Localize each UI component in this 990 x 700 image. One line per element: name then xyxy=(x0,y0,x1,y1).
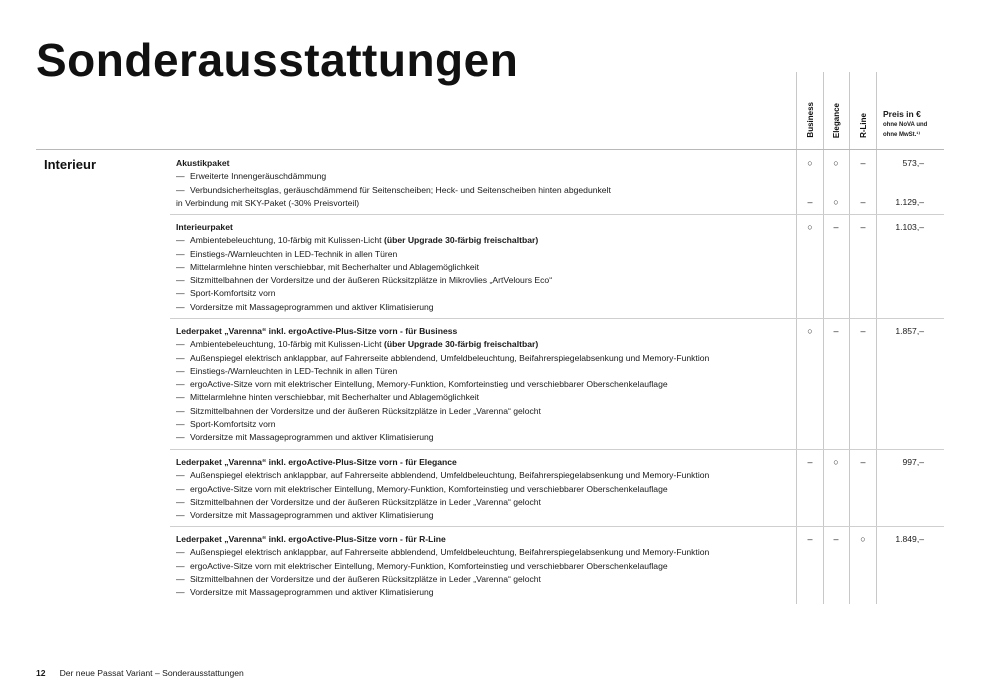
availability-rline: – xyxy=(860,197,866,207)
feature-line xyxy=(176,274,796,287)
price-value: 1.129,– xyxy=(895,197,924,207)
feature-text: Mittelarmlehne hinten verschiebbar, mit Becherhalter und Ablagemöglichkeit xyxy=(190,392,480,403)
feature-line xyxy=(176,391,796,404)
feature-line xyxy=(176,378,796,391)
feature-text: Einstiegs-/Warnleuchten in LED-Technik in allen Türen xyxy=(190,248,398,259)
feature-text: ergoActive-Sitze vorn mit elektrischer Eintellung, Memory-Funktion, Komforteinstieg und verschiebbarer Oberschenkelauflage xyxy=(190,483,668,494)
dash-bullet: — xyxy=(176,184,185,195)
dash-bullet: — xyxy=(176,171,185,182)
feature-text: Ambientebeleuchtung, 10-färbig mit Kulissen-Licht xyxy=(190,339,384,350)
feature-line xyxy=(176,248,796,261)
feature-text: Mittelarmlehne hinten verschiebbar, mit Becherhalter und Ablagemöglichkeit xyxy=(190,261,480,272)
feature-line xyxy=(176,234,796,247)
availability-elegance: ○ xyxy=(833,457,839,467)
dash-bullet: — xyxy=(176,379,185,390)
feature-line xyxy=(176,170,796,183)
row-divider xyxy=(170,318,944,319)
dash-bullet: — xyxy=(176,496,185,507)
column-divider xyxy=(796,72,797,604)
package-title: Interieurpaket xyxy=(176,222,233,232)
price-value: 1.103,– xyxy=(895,222,924,232)
feature-line xyxy=(176,287,796,300)
availability-elegance: ○ xyxy=(833,197,839,207)
price-value: 1.849,– xyxy=(895,534,924,544)
feature-text: Ambientebeleuchtung, 10-färbig mit Kulissen-Licht xyxy=(190,235,384,246)
package-block xyxy=(176,456,796,522)
feature-text: Vordersitze mit Massageprogrammen und aktiver Klimatisierung xyxy=(190,587,434,598)
footer-text: Der neue Passat Variant – Sonderausstattungen xyxy=(59,668,244,678)
column-header-business: Business xyxy=(805,102,815,138)
dash-bullet: — xyxy=(176,432,185,443)
feature-line xyxy=(176,197,796,210)
feature-line xyxy=(176,469,796,482)
availability-business: – xyxy=(807,534,813,544)
feature-line xyxy=(176,405,796,418)
package-title: Akustikpaket xyxy=(176,158,230,168)
availability-business: – xyxy=(807,457,813,467)
availability-business: ○ xyxy=(807,326,813,336)
dash-bullet: — xyxy=(176,301,185,312)
feature-line xyxy=(176,573,796,586)
feature-text: Sport-Komfortsitz vorn xyxy=(190,419,276,430)
dash-bullet: — xyxy=(176,470,185,481)
feature-text: Außenspiegel elektrisch anklappbar, auf Fahrerseite abblendend, Umfeldbeleuchtung, Beifahrerspiegelabsenkung und Memory-Funktion xyxy=(190,352,710,363)
price-value: 573,– xyxy=(902,158,924,168)
feature-text: Außenspiegel elektrisch anklappbar, auf Fahrerseite abblendend, Umfeldbeleuchtung, Beifahrerspiegelabsenkung und Memory-Funktion xyxy=(190,547,710,558)
package-title: Lederpaket „Varenna“ inkl. ergoActive-Plus-Sitze vorn - für Elegance xyxy=(176,457,457,467)
feature-line xyxy=(176,560,796,573)
page-title: Sonderausstattungen xyxy=(36,34,519,86)
column-divider xyxy=(876,72,877,604)
dash-bullet: — xyxy=(176,587,185,598)
feature-text: Sitzmittelbahnen der Vordersitze und der äußeren Rücksitzplätze in Leder „Varenna“ gelocht xyxy=(190,405,541,416)
dash-bullet: — xyxy=(176,275,185,286)
price-header-note-1: ohne NoVA und xyxy=(883,122,928,128)
feature-text: ergoActive-Sitze vorn mit elektrischer Eintellung, Memory-Funktion, Komforteinstieg und verschiebbarer Oberschenkelauflage xyxy=(190,560,668,571)
feature-line xyxy=(176,365,796,378)
page-number: 12 xyxy=(36,668,46,678)
dash-bullet: — xyxy=(176,560,185,571)
feature-line xyxy=(176,184,796,197)
dash-bullet: — xyxy=(176,248,185,259)
package-block xyxy=(176,221,796,314)
dash-bullet: — xyxy=(176,483,185,494)
package-block xyxy=(176,533,796,599)
availability-elegance: – xyxy=(833,222,839,232)
availability-rline: – xyxy=(860,158,866,168)
feature-line xyxy=(176,301,796,314)
feature-text: Sitzmittelbahnen der Vordersitze und der äußeren Rücksitzplätze in Leder „Varenna“ gelocht xyxy=(190,573,541,584)
package-block xyxy=(176,325,796,445)
dash-bullet: — xyxy=(176,419,185,430)
availability-business: ○ xyxy=(807,158,813,168)
column-divider xyxy=(823,72,824,604)
feature-text: Erweiterte Innengeräuschdämmung xyxy=(190,171,327,182)
section-heading-interieur: Interieur xyxy=(44,157,97,172)
feature-line xyxy=(176,483,796,496)
dash-bullet: — xyxy=(176,261,185,272)
column-header-price xyxy=(883,109,953,140)
availability-elegance: ○ xyxy=(833,158,839,168)
feature-text: ergoActive-Sitze vorn mit elektrischer Eintellung, Memory-Funktion, Komforteinstieg und verschiebbarer Oberschenkelauflage xyxy=(190,379,668,390)
feature-text: in Verbindung mit SKY-Paket (-30% Preisvorteil) xyxy=(176,197,360,208)
dash-bullet: — xyxy=(176,352,185,363)
feature-line xyxy=(176,546,796,559)
price-header-note-2: ohne MwSt.¹⁾ xyxy=(883,132,921,138)
column-header-rline: R-Line xyxy=(858,113,868,138)
availability-rline: – xyxy=(860,326,866,336)
feature-text: Sport-Komfortsitz vorn xyxy=(190,288,276,299)
availability-elegance: – xyxy=(833,534,839,544)
package-block xyxy=(176,157,796,210)
dash-bullet: — xyxy=(176,235,185,246)
dash-bullet: — xyxy=(176,365,185,376)
row-divider xyxy=(170,526,944,527)
price-value: 1.857,– xyxy=(895,326,924,336)
feature-line xyxy=(176,418,796,431)
feature-text: Verbundsicherheitsglas, geräuschdämmend für Seitenscheiben; Heck- und Seitenscheiben hinten abgedunkelt xyxy=(190,184,611,195)
price-value: 997,– xyxy=(902,457,924,467)
dash-bullet: — xyxy=(176,339,185,350)
price-header-title: Preis in € xyxy=(883,109,921,119)
package-title: Lederpaket „Varenna“ inkl. ergoActive-Plus-Sitze vorn - für R-Line xyxy=(176,534,446,544)
row-divider xyxy=(170,214,944,215)
package-title: Lederpaket „Varenna“ inkl. ergoActive-Plus-Sitze vorn - für Business xyxy=(176,326,458,336)
feature-line xyxy=(176,586,796,599)
dash-bullet: — xyxy=(176,288,185,299)
dash-bullet: — xyxy=(176,392,185,403)
page-footer xyxy=(36,668,244,678)
dash-bullet: — xyxy=(176,405,185,416)
feature-text: Vordersitze mit Massageprogrammen und aktiver Klimatisierung xyxy=(190,301,434,312)
availability-rline: ○ xyxy=(860,534,866,544)
feature-line xyxy=(176,261,796,274)
feature-text: Vordersitze mit Massageprogrammen und aktiver Klimatisierung xyxy=(190,432,434,443)
availability-business: – xyxy=(807,197,813,207)
dash-bullet: — xyxy=(176,510,185,521)
feature-highlight: (über Upgrade 30-färbig freischaltbar) xyxy=(383,339,539,350)
row-divider xyxy=(170,449,944,450)
availability-rline: – xyxy=(860,457,866,467)
feature-text: Sitzmittelbahnen der Vordersitze und der äußeren Rücksitzplätze in Leder „Varenna“ gelocht xyxy=(190,496,541,507)
feature-line xyxy=(176,352,796,365)
feature-line xyxy=(176,496,796,509)
column-divider xyxy=(849,72,850,604)
feature-text: Einstiegs-/Warnleuchten in LED-Technik in allen Türen xyxy=(190,365,398,376)
feature-line xyxy=(176,509,796,522)
dash-bullet: — xyxy=(176,547,185,558)
feature-line xyxy=(176,338,796,351)
feature-text: Vordersitze mit Massageprogrammen und aktiver Klimatisierung xyxy=(190,510,434,521)
feature-line xyxy=(176,431,796,444)
feature-highlight: (über Upgrade 30-färbig freischaltbar) xyxy=(383,235,539,246)
dash-bullet: — xyxy=(176,573,185,584)
availability-rline: – xyxy=(860,222,866,232)
availability-business: ○ xyxy=(807,222,813,232)
feature-text: Außenspiegel elektrisch anklappbar, auf Fahrerseite abblendend, Umfeldbeleuchtung, Beifahrerspiegelabsenkung und Memory-Funktion xyxy=(190,470,710,481)
availability-elegance: – xyxy=(833,326,839,336)
header-divider xyxy=(36,149,944,150)
feature-text: Sitzmittelbahnen der Vordersitze und der äußeren Rücksitzplätze in Mikrovlies „ArtVelours Eco“ xyxy=(190,275,553,286)
column-header-elegance: Elegance xyxy=(831,102,841,138)
